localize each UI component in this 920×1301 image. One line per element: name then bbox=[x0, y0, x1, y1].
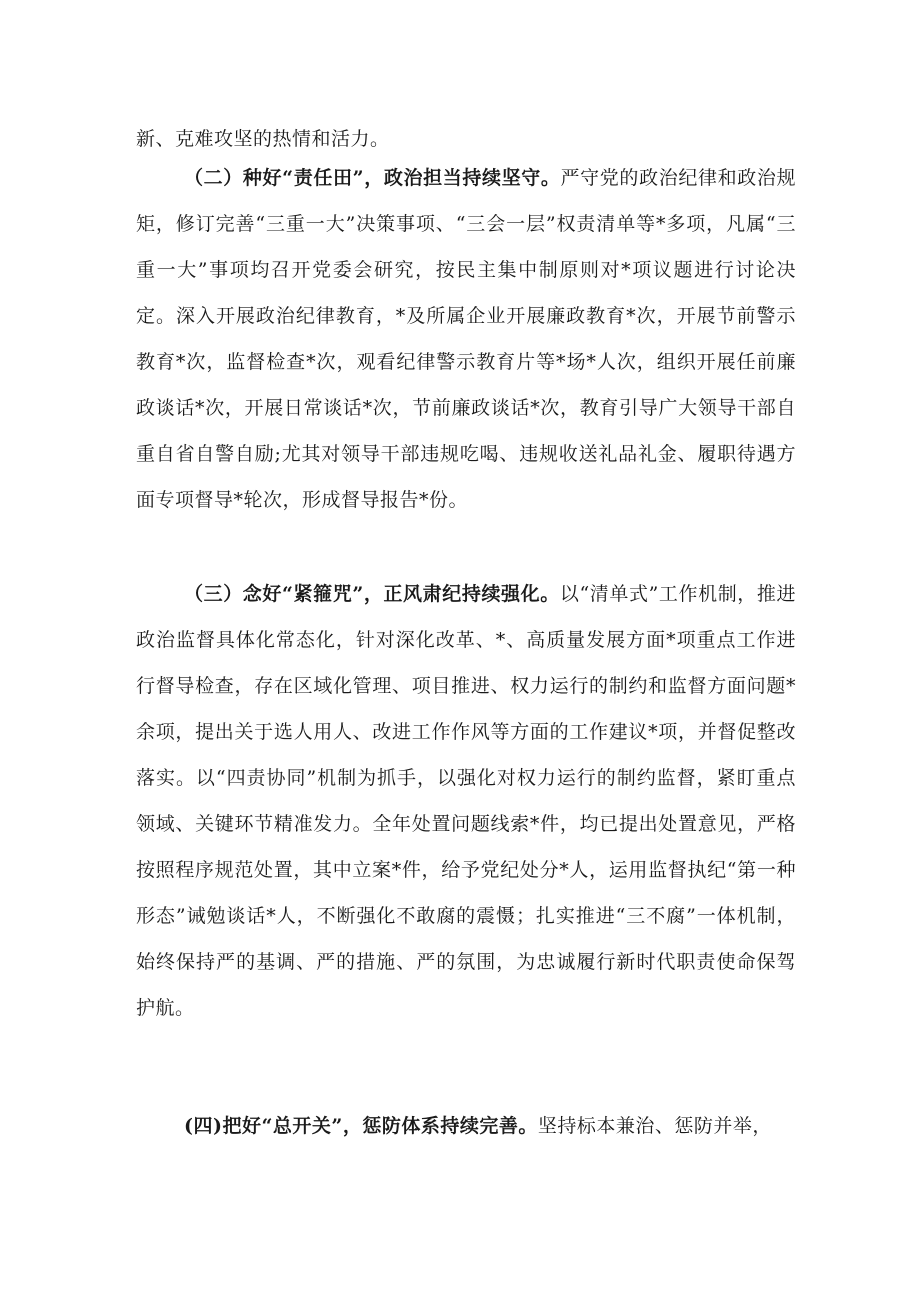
paragraph-body: 坚持标本兼治、惩防并举， bbox=[537, 1115, 772, 1137]
section-heading: (四)把好“总开关”，惩防体系持续完善。 bbox=[184, 1115, 538, 1137]
section-heading: （二）种好“责任田”，政治担当持续坚守。 bbox=[184, 167, 561, 189]
paragraph-section-4 bbox=[136, 1103, 796, 1149]
paragraph-section-2 bbox=[136, 155, 796, 523]
section-heading: （三）念好“紧箍咒”，正风肃纪持续强化。 bbox=[184, 583, 560, 605]
paragraph-body: 以“清单式”工作机制，推进政治监督具体化常态化，针对深化改革、*、高质量发展方面*项重点工作进行督导检查，存在区域化管理、项目推进、权力运行的制约和监督方面问题*余项，提出关于选人用人、改进工作作风等方面的工作建议*项，并督促整改落实。以“四责协同”机制为抓手，以强化对权力运行的制约监督，紧盯重点领域、关键环节精准发力。全年处置问题线索*件，均已提出处置意见，严格按照程序规范处置，其中立案*件，给予党纪处分*人，运用监督执纪“第一种形态”诫勉谈话*人，不断强化不敢腐的震慑；扎实推进“三不腐”一体机制，始终保持严的基调、严的措施、严的氛围，为忠诚履行新时代职责使命保驾护航。 bbox=[136, 583, 797, 1019]
paragraph-section-3 bbox=[136, 571, 796, 1031]
paragraph-body: 新、克难攻坚的热情和活力。 bbox=[136, 128, 390, 150]
paragraph-body: 严守党的政治纪律和政治规矩，修订完善“三重一大”决策事项、“三会一层”权责清单等*多项，凡属“三重一大”事项均召开党委会研究，按民主集中制原则对*项议题进行讨论决定。深入开展政治纪律教育，*及所属企业开展廉政教育*次，开展节前警示教育*次，监督检查*次，观看纪律警示教育片等*场*人次，组织开展任前廉政谈话*次，开展日常谈话*次，节前廉政谈话*次，教育引导广大领导干部自重自省自警自励;尤其对领导干部违规吃喝、违规收送礼品礼金、履职待遇方面专项督导*轮次，形成督导报告*份。 bbox=[136, 167, 796, 511]
